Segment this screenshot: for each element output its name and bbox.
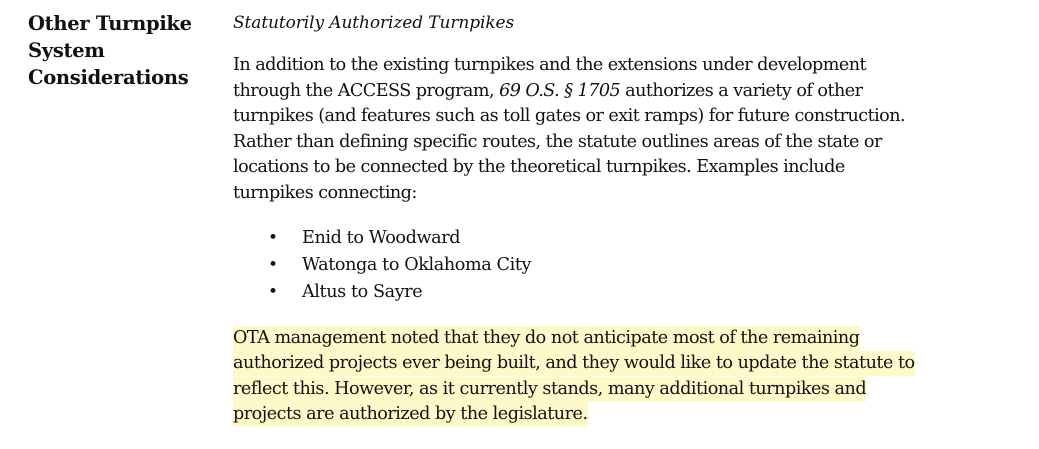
highlighted-paragraph [233, 326, 923, 428]
turnpike-examples-list [233, 225, 923, 306]
list-item [233, 252, 923, 279]
statute-citation: 69 O.S. § 1705 [499, 80, 621, 101]
intro-text-after-citation: authorizes a variety of other turnpikes (and features such as toll gates or exit ramps) for future construction. Rather than defining specific routes, the statute outlines areas of the state or locations to be connected by the theoretical turnpikes. Examples include turnpikes connecting: [233, 80, 906, 203]
side-heading-line: Considerations [28, 66, 189, 89]
list-item [233, 279, 923, 306]
list-item [233, 225, 923, 252]
bullet-icon: • [268, 227, 278, 248]
side-heading-line: System [28, 39, 105, 62]
highlighted-text: OTA management noted that they do not anticipate most of the remaining authorized projects ever being built, and they would like to update the statute to reflect this. However, as it currently stands, many additional turnpikes and projects are authorized by the legislature. [233, 326, 915, 428]
bullet-icon: • [268, 281, 278, 302]
section-subheading: Statutorily Authorized Turnpikes [233, 13, 515, 33]
side-heading-line: Other Turnpike [28, 12, 192, 35]
list-item-text: Watonga to Oklahoma City [302, 254, 532, 275]
list-item-text: Altus to Sayre [302, 281, 423, 302]
intro-paragraph [233, 53, 923, 207]
list-item-text: Enid to Woodward [302, 227, 461, 248]
side-heading [28, 10, 218, 91]
section-body [233, 10, 923, 428]
intro-text-before-citation: In addition to the existing turnpikes and the extensions under development through the ACCESS program, [233, 55, 867, 101]
bullet-icon: • [268, 254, 278, 275]
